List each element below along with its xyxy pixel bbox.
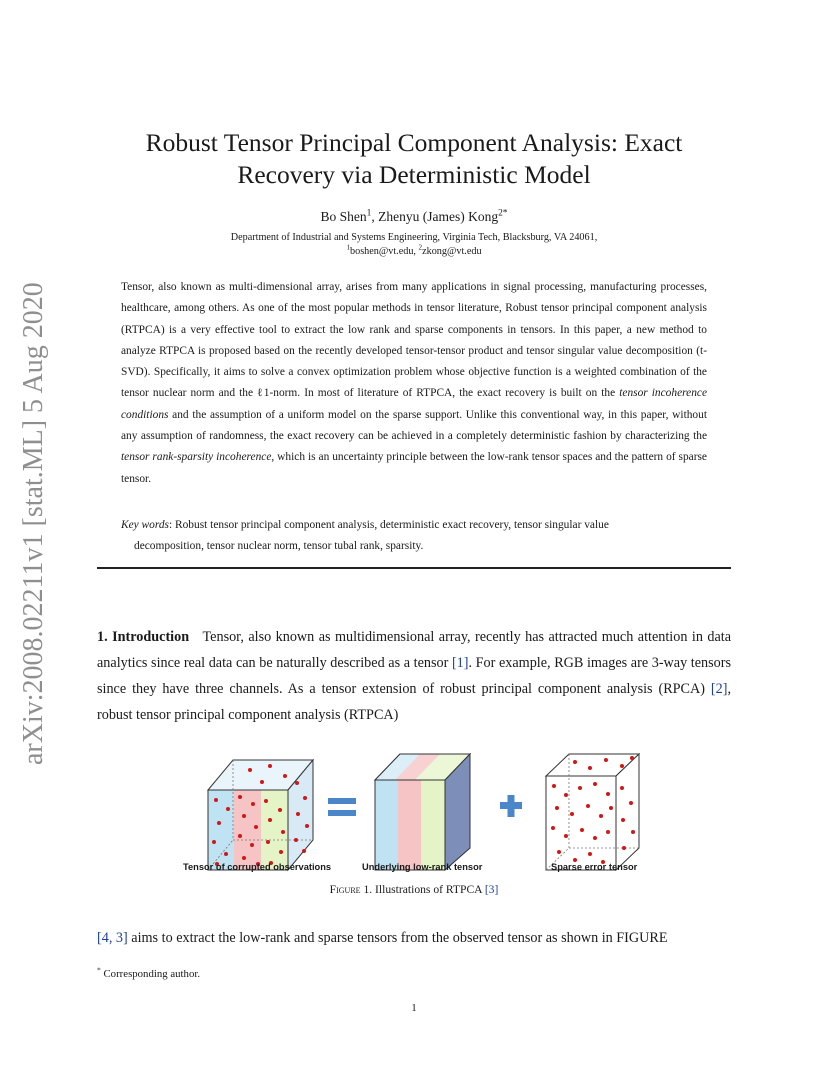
caption-text: Illustrations of RTPCA xyxy=(372,883,485,896)
citation-link-2[interactable]: [2] xyxy=(710,681,728,697)
citation-link-3[interactable]: [4, 3] xyxy=(97,930,128,946)
plus-icon xyxy=(500,795,522,817)
keywords-line-2: decomposition, tensor nuclear norm, tensor tubal rank, sparsity. xyxy=(134,540,424,552)
author-list xyxy=(0,209,828,225)
introduction-paragraph xyxy=(97,624,731,728)
figure-label-sparse: Sparse error tensor xyxy=(551,862,638,872)
email-1: boshen@vt.edu, xyxy=(350,246,419,257)
author-2-affil: 2* xyxy=(498,208,508,219)
intro-text-3: , robust tensor principal component analysis (RTPCA) xyxy=(97,681,731,723)
abstract-part-1: Tensor, also known as multi-dimensional array, arises from many applications in signal processing, manufacturing processes, healthcare, among others. As one of the most popular methods in tensor literature, Robust tensor principal component analysis (RTPCA) is a very effective tool to extract the low rank and sparse components in tensors. In this paper, a new method to analyze RTPCA is proposed based on the recently developed tensor-tensor product and tensor singular value decomposition (t-SVD). Specifically, it aims to solve a convex optimization problem whose objective function is a weighted combination of the tensor nuclear norm and the ℓ1-norm. In most of literature of RTPCA, the exact recovery is built on the xyxy=(121,281,707,400)
keywords-colon: : xyxy=(169,519,173,531)
author-1-affil: 1 xyxy=(366,208,372,219)
arxiv-margin-stamp: arXiv:2008.02211v1 [stat.ML] 5 Aug 2020 xyxy=(18,282,49,765)
intro-text-1: Tensor, also known as multidimensional array, recently has attracted much attention in data analytics since real data can be naturally described as a tensor xyxy=(97,629,732,671)
figure-caption xyxy=(0,883,828,896)
sparse-error-tensor-cube xyxy=(546,754,639,870)
email-line xyxy=(0,245,828,259)
keywords-line-1: Robust tensor principal component analysis, deterministic exact recovery, tensor singular value xyxy=(172,519,609,531)
email-1-mark: 1 xyxy=(346,243,350,252)
rtpca-figure xyxy=(170,748,670,878)
figure-label-corrupted: Tensor of corrupted observations xyxy=(183,862,332,872)
email-2: zkong@vt.edu xyxy=(422,246,482,257)
footnote-mark: * xyxy=(97,965,101,975)
abstract-part-3: , which is an uncertainty principle between the low-rank tensor spaces and the pattern of sparse tensor. xyxy=(121,451,707,485)
affiliation-line: Department of Industrial and Systems Engineering, Virginia Tech, Blacksburg, VA 24061, xyxy=(230,232,598,243)
abstract-emphasis-1: tensor incoherence conditions xyxy=(121,387,707,421)
page-number: 1 xyxy=(411,1002,417,1014)
low-rank-tensor-cube xyxy=(375,754,470,870)
title-line-2: Recovery via Deterministic Model xyxy=(237,160,591,189)
title-line-1: Robust Tensor Principal Component Analysis: Exact xyxy=(145,128,683,157)
abstract xyxy=(121,277,707,490)
caption-prefix: Figure 1. xyxy=(329,883,373,896)
footnote-text: Corresponding author. xyxy=(100,968,201,980)
abstract-part-2: and the assumption of a uniform model on the sparse support. Unlike this conventional way, in this paper, without any assumption of randomness, the exact recovery can be achieved in a completely deterministic fashion by characterizing the xyxy=(121,408,707,443)
equals-icon xyxy=(328,798,356,816)
author-1: Bo Shen xyxy=(320,209,367,224)
abstract-emphasis-2: tensor rank-sparsity incoherence xyxy=(121,451,272,464)
caption-citation-link[interactable]: [3] xyxy=(484,883,499,896)
email-2-mark: 2 xyxy=(418,243,423,252)
citation-link-1[interactable]: [1] xyxy=(451,655,469,671)
corrupted-tensor-cube xyxy=(208,760,313,870)
paper-title xyxy=(60,127,768,191)
affiliation xyxy=(0,231,828,259)
footnote xyxy=(97,965,201,980)
keywords xyxy=(121,515,711,557)
section-divider xyxy=(97,567,731,569)
figure-label-low-rank: Underlying low-rank tensor xyxy=(362,862,483,872)
section-heading: 1. Introduction xyxy=(97,629,190,645)
intro-text-2: . For example, RGB images are 3-way tensors since they have three channels. As a tensor extension of robust principal component analysis (RPCA) xyxy=(97,655,732,697)
continuation-paragraph xyxy=(97,930,731,947)
author-separator: , xyxy=(371,209,379,224)
keywords-label: Key words xyxy=(121,519,169,531)
author-2: Zhenyu (James) Kong xyxy=(378,209,499,224)
continuation-text: aims to extract the low-rank and sparse tensors from the observed tensor as shown in FIGURE xyxy=(127,930,668,946)
